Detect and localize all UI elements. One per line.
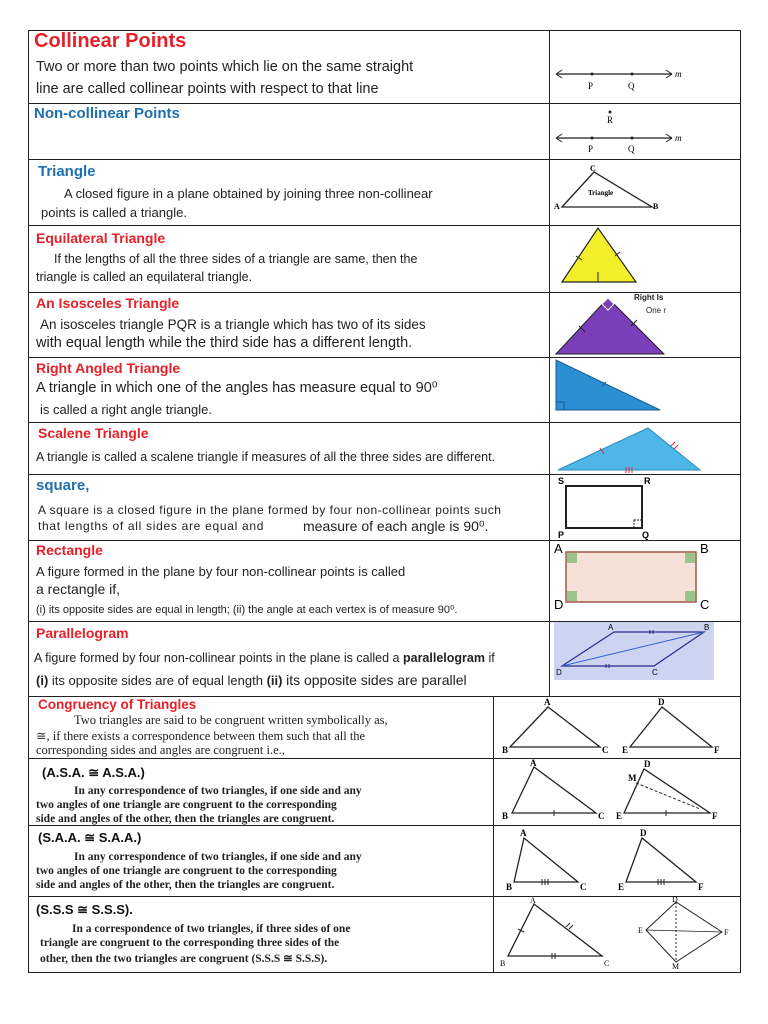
label-e: E [616, 811, 623, 821]
rectangle-diagram [550, 540, 720, 618]
saa-text-3: side and angles of the other, then the triangles are congruent. [36, 879, 335, 891]
congruency-figure [500, 697, 738, 759]
equilateral-text-1: If the lengths of all the three sides of a triangle are same, then the [54, 252, 418, 266]
triangle-diagram [552, 163, 672, 215]
label-p: P [558, 530, 565, 540]
label-q: Q [628, 144, 635, 154]
sss-title: (S.S.S ≅ S.S.S). [36, 902, 133, 917]
label-a: A [530, 759, 537, 768]
row-separator [28, 422, 740, 423]
parallelogram-text-2 [36, 672, 467, 688]
label-a: A [608, 623, 614, 632]
isosceles-side-note-2: One r [646, 306, 667, 315]
label-e: E [622, 745, 629, 755]
square-title: square, [36, 477, 90, 494]
asa-text-2: two angles of one triangle are congruent to the corresponding [36, 799, 337, 811]
isosceles-text-1: An isosceles triangle PQR is a triangle which has two of its sides [40, 317, 426, 332]
isosceles-title: An Isosceles Triangle [36, 295, 180, 311]
rectangle-text-2: a rectangle if, [36, 581, 121, 597]
parallelogram-if: if [488, 651, 495, 665]
triangle-figure [552, 163, 672, 215]
label-m: m [675, 133, 682, 143]
rectangle-text-3: (i) its opposite sides are equal in length; (ii) the angle at each vertex is of measure 90⁰. [36, 604, 458, 616]
parallelogram-cond1: its opposite sides are of equal length [51, 673, 263, 688]
label-c: C [602, 745, 609, 755]
label-d: D [644, 759, 651, 769]
parallelogram-title: Parallelogram [36, 625, 129, 641]
triangle-text-1: A closed figure in a plane obtained by joining three non-collinear [64, 186, 433, 201]
label-b: B [506, 882, 513, 892]
scalene-figure [556, 426, 706, 474]
noncollinear-diagram [554, 106, 684, 156]
square-figure [554, 476, 664, 540]
label-c: C [580, 882, 587, 892]
label-a: A [520, 828, 527, 838]
parallelogram-text-1a [34, 651, 495, 665]
asa-title: (A.S.A. ≅ A.S.A.) [42, 765, 145, 780]
right-figure [552, 358, 664, 414]
notes-sheet [28, 30, 740, 972]
equilateral-text-2: triangle is called an equilateral triangle. [36, 270, 253, 284]
sss-text-1: In a correspondence of two triangles, if three sides of one [72, 923, 351, 935]
label-s: S [558, 476, 565, 486]
asa-text-1: In any correspondence of two triangles, if one side and any [74, 785, 362, 797]
label-m: M [628, 773, 637, 783]
label-e: E [618, 882, 625, 892]
label-c: C [700, 597, 710, 612]
triangle-caption: Triangle [588, 189, 614, 197]
collinear-line-diagram [554, 60, 684, 100]
sss-text-3: other, then the two triangles are congruent (S.S.S ≅ S.S.S). [40, 953, 328, 965]
collinear-text-2: line are called collinear points with respect to that line [36, 81, 379, 97]
parallelogram-cond2: its opposite sides are parallel [286, 672, 467, 688]
label-f: F [698, 882, 704, 892]
label-r: R [644, 476, 651, 486]
saa-figure [500, 826, 738, 894]
label-r: R [607, 115, 614, 125]
row-separator [28, 474, 740, 475]
rectangle-text-1: A figure formed in the plane by four non-collinear points is called [36, 564, 406, 579]
congruency-diagram [500, 697, 738, 759]
noncollinear-title: Non-collinear Points [34, 105, 180, 122]
label-c: C [590, 164, 596, 173]
label-b: B [502, 811, 509, 821]
asa-text-3: side and angles of the other, then the triangles are congruent. [36, 813, 335, 825]
asa-figure [500, 759, 738, 825]
label-a: A [544, 697, 551, 707]
label-c: C [652, 668, 658, 677]
right-text-2: is called a right angle triangle. [40, 402, 212, 417]
label-q: Q [628, 81, 635, 91]
equilateral-diagram [558, 226, 648, 288]
label-f: F [712, 811, 718, 821]
scalene-text-1: A triangle is called a scalene triangle if measures of all the three sides are different. [36, 450, 496, 464]
parallelogram-text-1a-span: A figure formed by four non-collinear points in the plane is called a [34, 651, 400, 665]
isosceles-figure [552, 294, 670, 356]
square-text-2a: that lengths of all sides are equal and [38, 519, 265, 533]
label-e: E [638, 926, 643, 935]
parallelogram-term: parallelogram [402, 651, 485, 665]
scalene-diagram [556, 426, 706, 474]
label-a: A [530, 896, 536, 905]
equilateral-title: Equilateral Triangle [36, 230, 166, 246]
label-b: B [502, 745, 509, 755]
saa-text-1: In any correspondence of two triangles, if one side and any [74, 851, 362, 863]
right-text-1: A triangle in which one of the angles has measure equal to 90⁰ [36, 380, 438, 396]
collinear-title: Collinear Points [34, 30, 187, 52]
label-c: C [598, 811, 605, 821]
isosceles-diagram [552, 294, 670, 356]
isosceles-text-2: with equal length while the third side has a different length. [36, 335, 413, 351]
label-p: P [588, 81, 594, 91]
rectangle-title: Rectangle [36, 542, 103, 558]
congruency-text-3: corresponding sides and angles are congruent i.e., [36, 743, 285, 757]
saa-text-2: two angles of one triangle are congruent to the corresponding [36, 865, 337, 877]
scalene-title: Scalene Triangle [38, 425, 149, 441]
saa-title: (S.A.A. ≅ S.A.A.) [38, 830, 142, 845]
right-triangle-diagram [552, 358, 664, 414]
isosceles-side-note-1: Right Is [634, 293, 664, 302]
parallelogram-diagram [554, 622, 714, 682]
label-a: A [554, 202, 560, 211]
row-separator [28, 159, 740, 160]
parallelogram-i: (i) [36, 673, 49, 688]
square-diagram [554, 476, 664, 540]
label-d: D [640, 828, 647, 838]
label-f: F [714, 745, 720, 755]
column-divider-lower [493, 696, 494, 972]
label-f: F [724, 928, 729, 937]
label-m: m [675, 69, 682, 79]
triangle-text-2: points is called a triangle. [41, 205, 187, 220]
label-d: D [554, 597, 564, 612]
square-text-2b: measure of each angle is 90⁰. [303, 518, 489, 534]
triangle-title: Triangle [38, 163, 96, 180]
label-d: D [672, 896, 678, 904]
sss-text-2: triangle are congruent to the corresponding three sides of the [40, 937, 340, 949]
sss-figure [500, 896, 738, 970]
label-b: B [704, 623, 710, 632]
saa-diagram [500, 826, 738, 894]
congruency-text-2: ≅, if there exists a correspondence between them such that all the [36, 729, 366, 743]
label-d: D [556, 668, 562, 677]
row-separator [28, 103, 740, 104]
label-b: B [500, 959, 506, 968]
sss-diagram [500, 896, 738, 970]
asa-diagram [500, 759, 738, 825]
label-p: P [588, 144, 594, 154]
collinear-text-1: Two or more than two points which lie on the same straight [36, 59, 414, 75]
label-c: C [604, 959, 610, 968]
equilateral-figure [558, 226, 648, 288]
collinear-figure [554, 60, 684, 100]
label-a: A [554, 541, 563, 556]
noncollinear-figure [554, 106, 684, 156]
right-title: Right Angled Triangle [36, 360, 181, 376]
label-b: B [700, 541, 709, 556]
label-q: Q [642, 530, 650, 540]
congruency-title: Congruency of Triangles [38, 697, 197, 712]
congruency-text-1: Two triangles are said to be congruent written symbolically as, [74, 713, 388, 727]
parallelogram-figure [554, 622, 714, 682]
square-text-1: A square is a closed figure in the plane formed by four non-collinear points such [38, 503, 502, 517]
label-b: B [653, 202, 659, 211]
label-d: D [658, 697, 665, 707]
rectangle-figure [550, 540, 720, 618]
parallelogram-ii: (ii) [266, 673, 283, 688]
label-m: M [672, 962, 680, 970]
